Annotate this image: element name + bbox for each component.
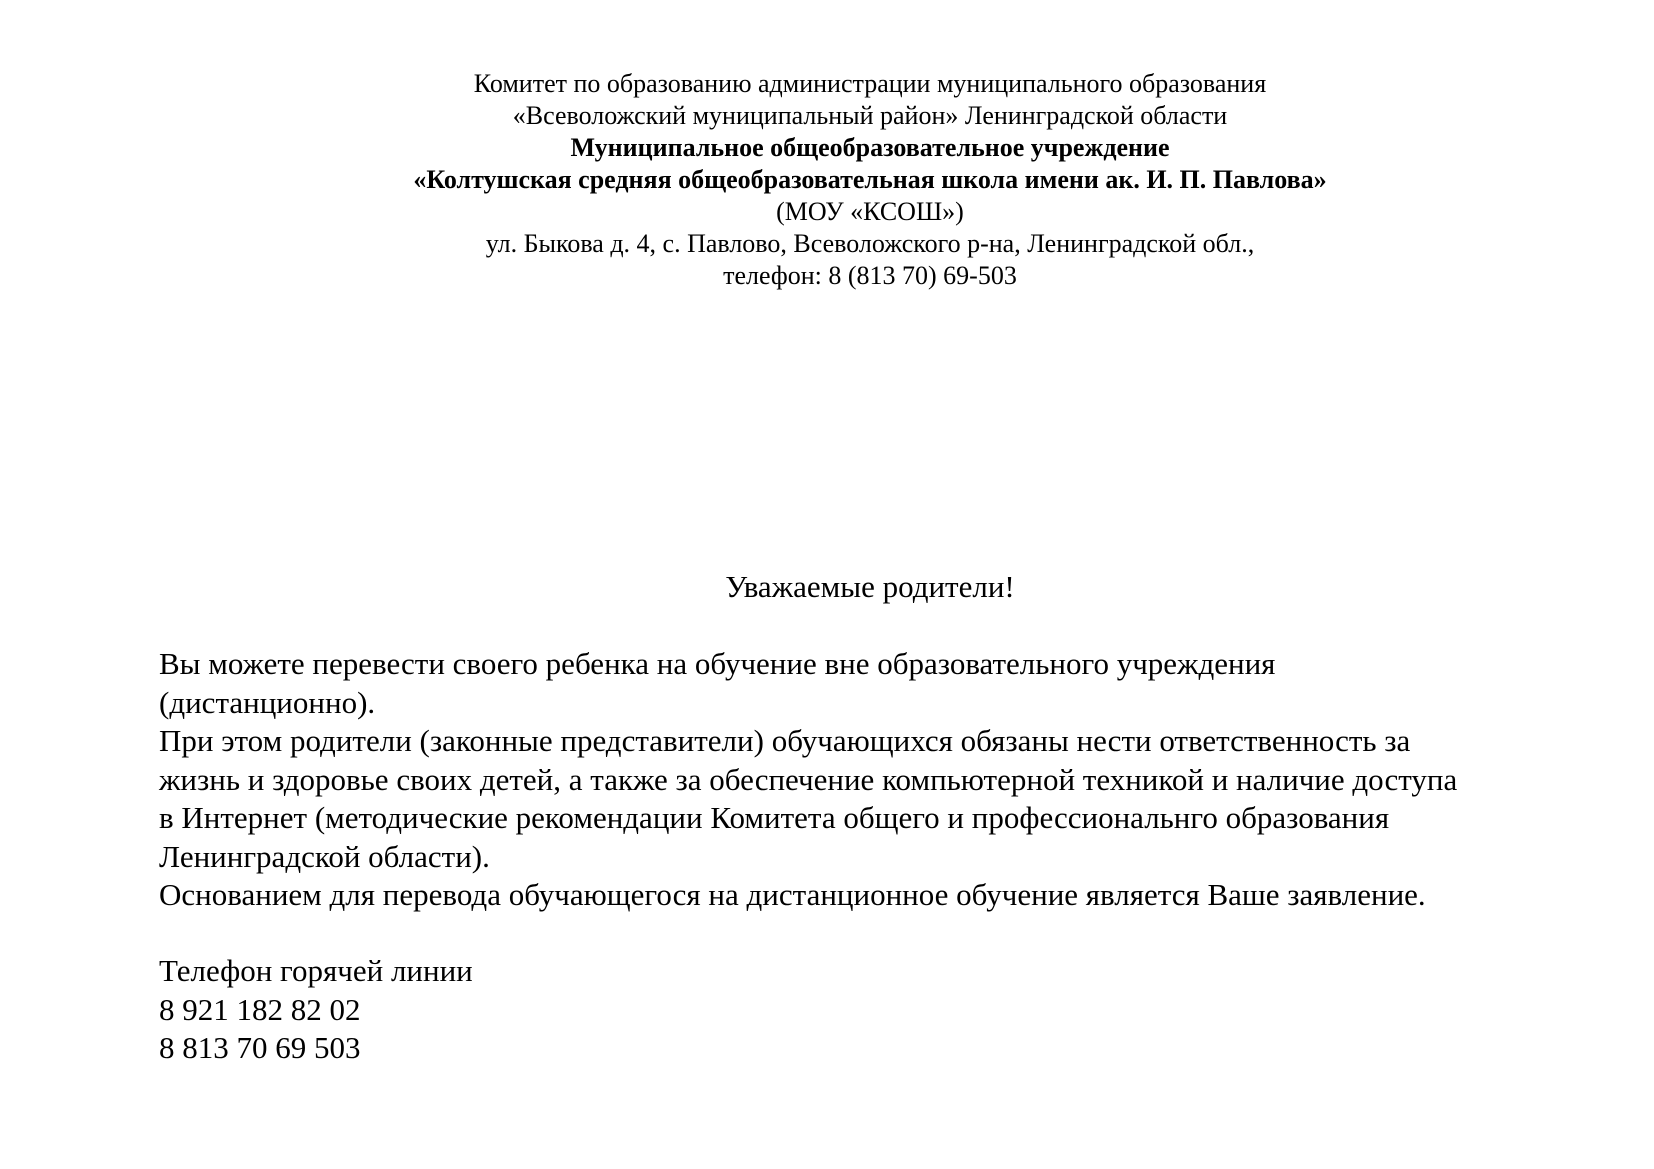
notice-line: Ленинградской области). — [159, 838, 490, 874]
notice-line: Вы можете перевести своего ребенка на обучение вне образовательного учреждения — [159, 646, 1276, 681]
notice-line: При этом родители (законные представители) обучающихся обязаны нести ответственность за — [159, 723, 1411, 758]
hotline-block — [159, 952, 959, 1068]
committee-line-2: «Всеволожский муниципальный район» Ленинградской области — [512, 101, 1228, 130]
hotline-number: 8 921 182 82 02 — [159, 991, 361, 1027]
hotline-label: Телефон горячей линии — [159, 953, 473, 988]
notice-line: (дистанционно). — [159, 684, 376, 720]
institution-phone: телефон: 8 (813 70) 69-503 — [723, 261, 1017, 290]
letterhead — [290, 68, 1450, 292]
notice-greeting: Уважаемые родители! — [725, 569, 1015, 604]
notice-line: жизнь и здоровье своих детей, а также за обеспечение компьютерной техникой и наличие доступа — [159, 761, 1458, 797]
institution-line-2: «Колтушская средняя общеобразовательная школа имени ак. И. П. Павлова» — [413, 165, 1327, 194]
committee-line-1: Комитет по образованию администрации муниципального образования — [473, 69, 1267, 98]
notice-body — [159, 645, 1599, 915]
hotline-number: 8 813 70 69 503 — [159, 1030, 361, 1065]
institution-abbreviation: (МОУ «КСОШ») — [776, 197, 964, 226]
notice-line: Основанием для перевода обучающегося на дистанционное обучение является Ваше заявление. — [159, 877, 1426, 912]
notice-line: в Интернет (методические рекомендации Комитета общего и профессиональнго образования — [159, 800, 1390, 835]
institution-address: ул. Быкова д. 4, с. Павлово, Всеволожского р-на, Ленинградской обл., — [485, 229, 1255, 258]
institution-line-1: Муниципальное общеобразовательное учреждение — [570, 133, 1170, 162]
